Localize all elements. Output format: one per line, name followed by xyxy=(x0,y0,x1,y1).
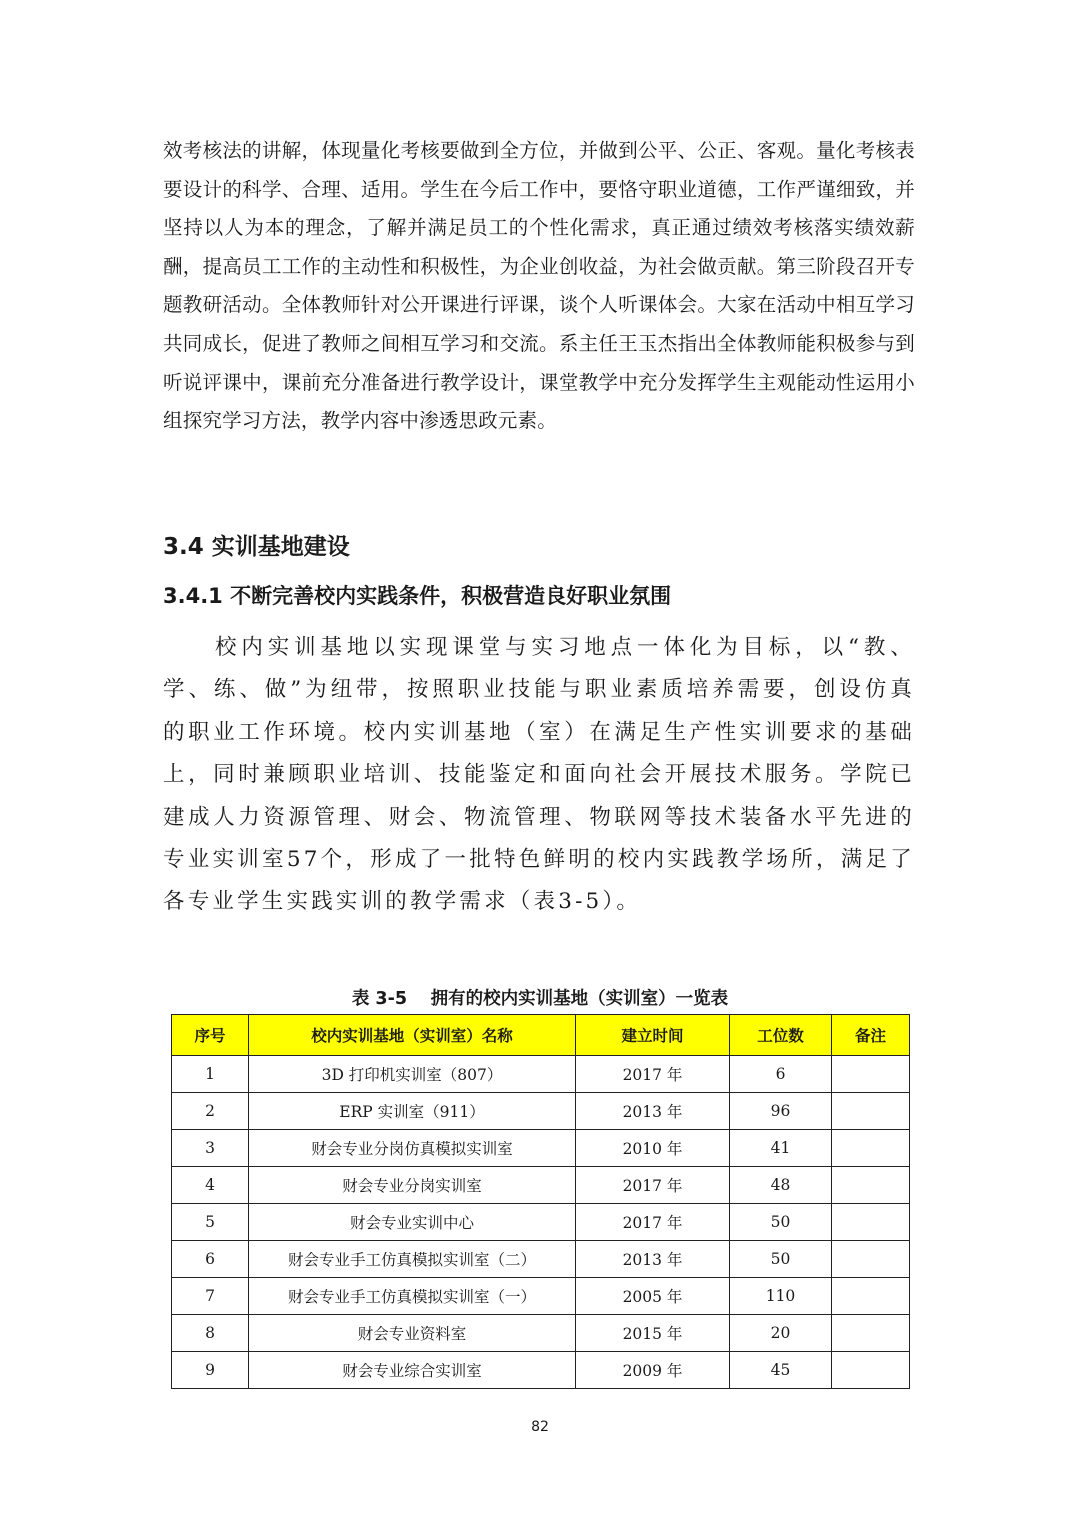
cell-name: 财会专业手工仿真模拟实训室（一） xyxy=(249,1278,576,1315)
cell-index: 5 xyxy=(172,1204,249,1241)
table-row xyxy=(172,1315,910,1352)
cell-stations: 50 xyxy=(730,1204,832,1241)
cell-index: 7 xyxy=(172,1278,249,1315)
table-header-row xyxy=(172,1015,910,1056)
cell-index: 4 xyxy=(172,1167,249,1204)
training-base-table xyxy=(171,1014,910,1389)
cell-stations: 20 xyxy=(730,1315,832,1352)
cell-index: 6 xyxy=(172,1241,249,1278)
table-row xyxy=(172,1278,910,1315)
cell-index: 9 xyxy=(172,1352,249,1389)
cell-remarks xyxy=(832,1352,910,1389)
cell-stations: 96 xyxy=(730,1093,832,1130)
cell-established: 2017 年 xyxy=(576,1056,730,1093)
cell-name: 财会专业分岗实训室 xyxy=(249,1167,576,1204)
header-name: 校内实训基地（实训室）名称 xyxy=(249,1015,576,1056)
cell-established: 2013 年 xyxy=(576,1093,730,1130)
header-established: 建立时间 xyxy=(576,1015,730,1056)
cell-index: 2 xyxy=(172,1093,249,1130)
cell-remarks xyxy=(832,1130,910,1167)
body-paragraph-continued: 效考核法的讲解，体现量化考核要做到全方位，并做到公平、公正、客观。量化考核表要设计的科学、合理、适用。学生在今后工作中，要恪守职业道德，工作严谨细致，并坚持以人为本的理念，了解并满足员工的个性化需求，真正通过绩效考核落实绩效薪酬，提高员工工作的主动性和积极性，为企业创收益，为社会做贡献。第三阶段召开专题教研活动。全体教师针对公开课进行评课，谈个人听课体会。大家在活动中相互学习共同成长，促进了教师之间相互学习和交流。系主任王玉杰指出全体教师能积极参与到听说评课中，课前充分准备进行教学设计，课堂教学中充分发挥学生主观能动性运用小组探究学习方法，教学内容中渗透思政元素。 xyxy=(163,139,915,433)
cell-stations: 48 xyxy=(730,1167,832,1204)
cell-remarks xyxy=(832,1278,910,1315)
table-row xyxy=(172,1130,910,1167)
cell-index: 8 xyxy=(172,1315,249,1352)
subsection-heading: 3.4.1 不断完善校内实践条件，积极营造良好职业氛围 xyxy=(163,584,672,608)
cell-stations: 45 xyxy=(730,1352,832,1389)
cell-established: 2005 年 xyxy=(576,1278,730,1315)
table-row xyxy=(172,1241,910,1278)
cell-stations: 110 xyxy=(730,1278,832,1315)
cell-name: 3D 打印机实训室（807） xyxy=(249,1056,576,1093)
cell-established: 2017 年 xyxy=(576,1167,730,1204)
cell-remarks xyxy=(832,1167,910,1204)
cell-stations: 50 xyxy=(730,1241,832,1278)
cell-stations: 41 xyxy=(730,1130,832,1167)
table-row xyxy=(172,1056,910,1093)
cell-established: 2017 年 xyxy=(576,1204,730,1241)
cell-name: 财会专业实训中心 xyxy=(249,1204,576,1241)
body-paragraph: 校内实训基地以实现课堂与实习地点一体化为目标，以“教、学、练、做”为纽带，按照职业技能与职业素质培养需要，创设仿真的职业工作环境。校内实训基地（室）在满足生产性实训要求的基础上，同时兼顾职业培训、技能鉴定和面向社会开展技术服务。学院已建成人力资源管理、财会、物流管理、物联网等技术装备水平先进的专业实训室57个，形成了一批特色鲜明的校内实践教学场所，满足了各专业学生实践实训的教学需求（表3-5）。 xyxy=(163,635,915,915)
table-row xyxy=(172,1352,910,1389)
cell-name: 财会专业综合实训室 xyxy=(249,1352,576,1389)
cell-name: 财会专业资料室 xyxy=(249,1315,576,1352)
cell-established: 2010 年 xyxy=(576,1130,730,1167)
cell-remarks xyxy=(832,1315,910,1352)
cell-remarks xyxy=(832,1241,910,1278)
cell-name: 财会专业手工仿真模拟实训室（二） xyxy=(249,1241,576,1278)
table-row xyxy=(172,1093,910,1130)
table-caption: 表 3-5 拥有的校内实训基地（实训室）一览表 xyxy=(351,989,729,1009)
cell-established: 2013 年 xyxy=(576,1241,730,1278)
cell-established: 2009 年 xyxy=(576,1352,730,1389)
header-remarks: 备注 xyxy=(832,1015,910,1056)
cell-index: 3 xyxy=(172,1130,249,1167)
cell-established: 2015 年 xyxy=(576,1315,730,1352)
cell-remarks xyxy=(832,1056,910,1093)
cell-name: ERP 实训室（911） xyxy=(249,1093,576,1130)
section-heading: 3.4 实训基地建设 xyxy=(163,534,350,560)
table-row xyxy=(172,1204,910,1241)
table-row xyxy=(172,1167,910,1204)
cell-remarks xyxy=(832,1204,910,1241)
cell-index: 1 xyxy=(172,1056,249,1093)
cell-name: 财会专业分岗仿真模拟实训室 xyxy=(249,1130,576,1167)
header-stations: 工位数 xyxy=(730,1015,832,1056)
header-index: 序号 xyxy=(172,1015,249,1056)
page-number: 82 xyxy=(531,1419,549,1435)
cell-remarks xyxy=(832,1093,910,1130)
cell-stations: 6 xyxy=(730,1056,832,1093)
